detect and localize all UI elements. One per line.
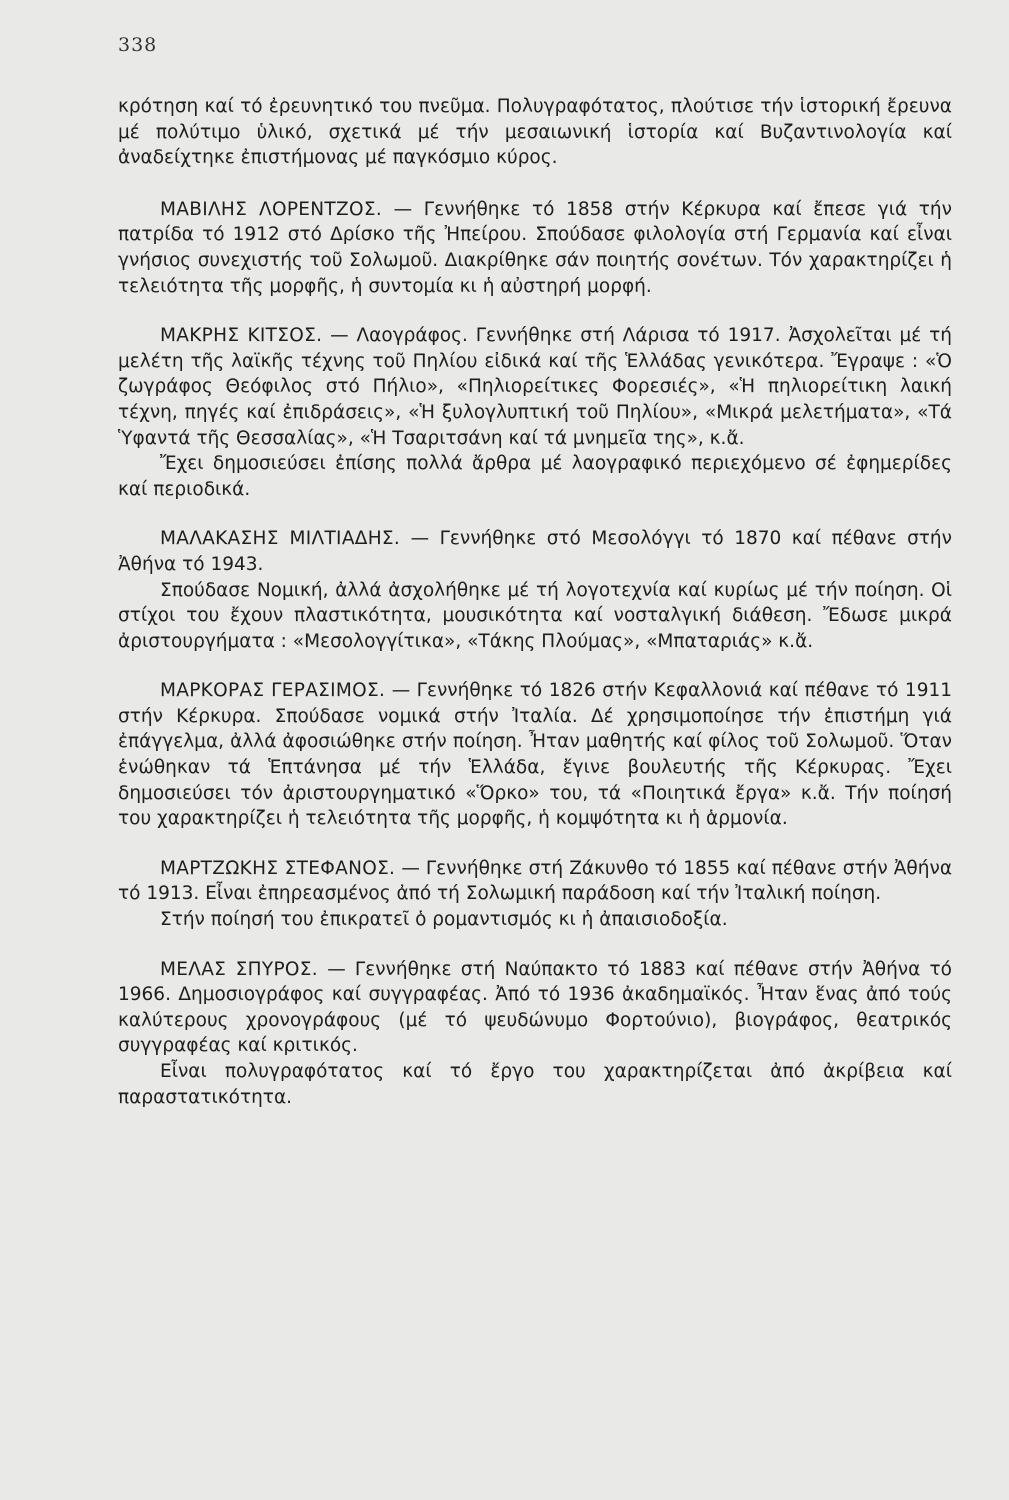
- page-body: [118, 94, 952, 1110]
- entry-text: — Γεννήθηκε στή Ναύπακτο τό 1883 καί πέθανε στήν Ἀθήνα τό 1966. Δημοσιογράφος καί συγγραφέας. Ἀπό τό 1936 ἀκαδημαϊκός. Ἦταν ἕνας ἀπό τούς καλύτερους χρονογράφους (μέ τό ψευδώνυμο Φορτούνιο), βιογράφος, θεατρικός συγγραφέας καί κριτικός.: [118, 958, 952, 1057]
- entry-paragraph: Σπούδασε Νομική, ἀλλά ἀσχολήθηκε μέ τή λογοτεχνία καί κυρίως μέ τήν ποίηση. Οἱ στίχοι του ἔχουν πλαστικότητα, μουσικότητα καί νοσταλγική διάθεση. Ἔδωσε μικρά ἀριστουργήματα : «Μεσολογγίτικα», «Τάκης Πλούμας», «Μπαταριάς» κ.ἄ.: [118, 579, 952, 652]
- entry-text: — Γεννήθηκε στό Μεσολόγγι τό 1870 καί πέθανε στήν Ἀθήνα τό 1943.: [118, 528, 952, 575]
- entry-paragraph: Εἶναι πολυγραφότατος καί τό ἔργο του χαρακτηρίζεται ἀπό ἀκρίβεια καί παραστατικότητα.: [118, 1061, 952, 1108]
- entry-text: — Γεννήθηκε στή Ζάκυνθο τό 1855 καί πέθανε στήν Ἀθήνα τό 1913. Εἶναι ἐπηρεασμένος ἀπό τή Σολωμική παράδοση καί τήν Ἰταλική ποίηση.: [118, 857, 953, 905]
- entry-text: — Γεννήθηκε τό 1826 στήν Κεφαλλονιά καί πέθανε τό 1911 στήν Κέρκυρα. Σπούδασε νομικά στήν Ἰταλία. Δέ χρησιμοποίησε τήν ἐπιστήμη γιά ἐπάγγελμα, ἀλλά ἀφοσιώθηκε στήν ποίηση. Ἦταν μαθητής καί φίλος τοῦ Σολωμοῦ. Ὅταν ἑνώθηκαν τά Ἑπτάνησα μέ τήν Ἑλλάδα, ἔγινε βουλευτής τῆς Κέρκυρας. Ἔχει δημοσιεύσει τόν ἀριστουργηματικό «Ὅρκο» του, τά «Ποιητικά ἔργα» κ.ἄ. Τήν ποίησή του χαρακτηρίζει ἡ τελειότητα τῆς μορφῆς, ἡ κομψότητα κι ἡ ἁρμονία.: [118, 680, 953, 830]
- intro-paragraph: κρότηση καί τό ἐρευνητικό του πνεῦμα. Πολυγραφότατος, πλούτισε τήν ἱστορική ἔρευνα μέ πολύτιμο ὑλικό, σχετικά μέ τήν μεσαιωνική ἱστορία καί Βυζαντινολογία καί ἀναδείχτηκε ἐπιστήμονας μέ παγκόσμιο κύρος.: [118, 96, 952, 169]
- entry-heading: ΜΑΚΡΗΣ ΚΙΤΣΟΣ.: [160, 325, 323, 347]
- page-number: 338: [118, 34, 158, 56]
- entry-paragraph: Στήν ποίησή του ἐπικρατεῖ ὁ ρομαντισμός κι ἡ ἀπαισιοδοξία.: [160, 909, 728, 931]
- entry-paragraph: Ἔχει δημοσιεύσει ἐπίσης πολλά ἄρθρα μέ λαογραφικό περιεχόμενο σέ ἐφημερίδες καί περιοδικά.: [118, 453, 952, 500]
- entry-first-paragraph: [118, 957, 952, 1059]
- entry-heading: ΜΕΛΑΣ ΣΠΥΡΟΣ.: [160, 958, 318, 980]
- entry-first-paragraph: [118, 323, 952, 451]
- entry-text: — Λαογράφος. Γεννήθηκε στή Λάρισα τό 1917. Ἀσχολεῖται μέ τή μελέτη τῆς λαϊκῆς τέχνης τοῦ Πηλίου εἰδικά καί τῆς Ἑλλάδας γενικότερα. Ἔγραψε : «Ὁ ζωγράφος Θεόφιλος στό Πήλιο», «Πηλιορείτικες Φορεσιές», «Ἡ πηλιορείτικη λαική τέχνη, πηγές καί ἐπιδράσεις», «Ἡ ξυλογλυπτική τοῦ Πηλίου», «Μικρά μελετήματα», «Τά Ὑφαντά τῆς Θεσσαλίας», «Ἡ Τσαριτσάνη καί τά μνημεῖα της», κ.ἄ.: [118, 325, 952, 449]
- entry-first-paragraph: [118, 197, 952, 299]
- entry-mavilis: [118, 197, 952, 299]
- entry-malakasis: [118, 526, 952, 654]
- entry-heading: ΜΑΡΚΟΡΑΣ ΓΕΡΑΣΙΜΟΣ.: [160, 680, 386, 702]
- entry-heading: ΜΑΒΙΛΗΣ ΛΟΡΕΝΤΖΟΣ.: [160, 198, 383, 220]
- entry-first-paragraph: [118, 678, 952, 832]
- entry-heading: ΜΑΛΑΚΑΣΗΣ ΜΙΛΤΙΑΔΗΣ.: [160, 528, 401, 550]
- entry-heading: ΜΑΡΤΖΩΚΗΣ ΣΤΕΦΑΝΟΣ.: [160, 857, 396, 879]
- entry-first-paragraph: [118, 856, 952, 907]
- entry-first-paragraph: [118, 526, 952, 577]
- entry-text: — Γεννήθηκε τό 1858 στήν Κέρκυρα καί ἔπεσε γιά τήν πατρίδα τό 1912 στό Δρίσκο τῆς Ἠπείρου. Σπούδασε φιλολογία στή Γερμανία καί εἶναι γνήσιος συνεχιστής τοῦ Σολωμοῦ. Διακρίθηκε σάν ποιητής σονέτων. Τόν χαρακτηρίζει ἡ τελειότητα τῆς μορφῆς, ἡ συντομία κι ἡ αὐστηρή μορφή.: [118, 198, 952, 297]
- entry-melas: [118, 957, 952, 1111]
- entry-markoras: [118, 678, 952, 832]
- entry-martzokis: [118, 856, 952, 933]
- entry-makris: [118, 323, 952, 502]
